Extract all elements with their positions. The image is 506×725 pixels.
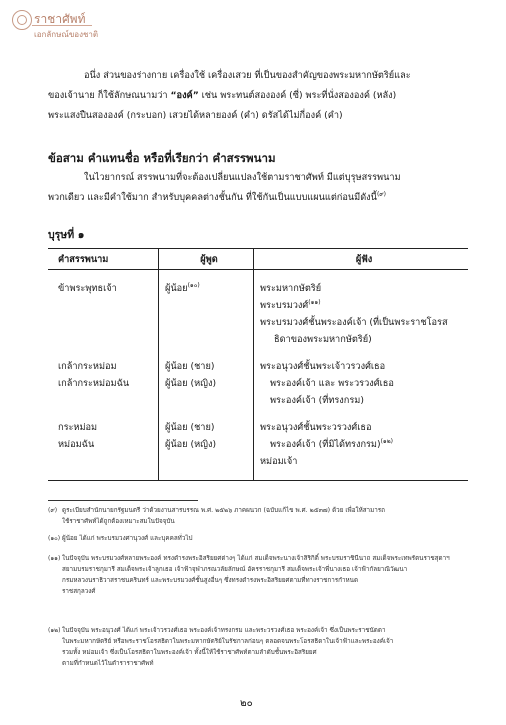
footnote-mark: (๙) (48, 507, 58, 514)
footnote-line: ในปัจจุบัน พระอนุวงศ์ ได้แก่ พระเจ้าวรวงศ์เธอ พระองค์เจ้าทรงกรม และพระวรวงศ์เธอ พระองค์เจ้า ซึ่งเป็นพระราชนัดดา (62, 627, 386, 634)
footnote-line: ในปัจจุบัน พระบรมวงศ์หลายพระองค์ ทรงดำรงพระอิสริยยศต่างๆ ได้แก่ สมเด็จพระนางเจ้าสิริกิติ์ พระบรมราชินีนาถ สมเด็จพระเทพรัตนราชสุดาฯ (62, 555, 450, 562)
speaker-label: ผู้น้อย (165, 283, 188, 294)
listener-text: พระมหากษัตริย์ (260, 283, 322, 294)
speaker-text: ผู้น้อย (หญิง) (165, 378, 217, 389)
footnote-line: ผู้น้อย ได้แก่ พระบรมวงศานุวงศ์ และบุคคลทั่วไป (62, 535, 193, 542)
pronoun-table (48, 248, 468, 481)
section-body (48, 168, 468, 208)
listener-text: พระบรมวงศ์ชั้นพระองค์เจ้า (ที่เป็นพระราชโอรส (260, 317, 448, 328)
table-row (48, 358, 468, 409)
listener-label: พระบรมวงศ์ (260, 300, 309, 311)
listener-cell (254, 358, 469, 409)
intro-line-1: อนึ่ง ส่วนของร่างกาย เครื่องใช้ เครื่องเสวย ที่เป็นของสำคัญของพระมหากษัตริย์และ (84, 70, 411, 81)
intro-line-3: พระแสงปืนสององค์ (กระบอก) เสวยได้หลายองค์ (คำ) ดรัสได้ไม่กี่องค์ (คำ) (48, 110, 343, 121)
footnote-ref: (๑๑) (308, 298, 321, 306)
listener-text: พระอนุวงศ์ชั้นพระเจ้าวรวงศ์เธอ (260, 361, 386, 372)
emblem-icon (12, 10, 32, 30)
footnote-line: ตามที่กำหนดไว้ในตำราราชาศัพท์ (62, 660, 154, 667)
footnote-line: ในพระมหากษัตริย์ หรือพระราชโอรสธิดาในพระมหากษัตริย์ในรัชกาลก่อนๆ ตลอดจนพระโอรสธิดาในเจ้าฟ้าและพระองค์เจ้า (62, 638, 394, 645)
table-row (48, 419, 468, 470)
listener-text: ธิดาของพระมหากษัตริย์) (274, 334, 372, 345)
section-body-line-2 (48, 188, 468, 208)
listener-label: พระองค์เจ้า (ที่มิได้ทรงกรม) (270, 439, 381, 450)
listener-text: พระอนุวงศ์ชั้นพระวรวงศ์เธอ (260, 422, 372, 433)
footnote-line: ดูระเบียบสำนักนายกรัฐมนตรี ว่าด้วยงานสารบรรณ พ.ศ. ๒๕๒๖ ภาคผนวก (ฉบับแก้ไข พ.ศ. ๒๕๓๗) ด้วย เพื่อให้สามารถ (62, 507, 385, 514)
footnote-line: รวมทั้ง หม่อมเจ้า ซึ่งเป็นโอรสธิดาในพระองค์เจ้า ทั้งนี้ให้ใช้ราชาศัพท์ตามลำดับชั้นพระอิสริยยศ (62, 649, 317, 656)
pronoun-cell (48, 419, 159, 470)
section-body-line-2-text: พวกเดียว และมีคำใช้มาก สำหรับบุคคลต่างชั้นกัน ที่ใช้กันเป็นแบบแผนแต่ก่อนมีดังนี้ (48, 192, 377, 203)
speaker-cell (159, 280, 254, 348)
listener-text (260, 436, 468, 453)
column-header-pronoun: คำสรรพนาม (48, 249, 159, 270)
footnote (48, 553, 468, 597)
intro-line-2-text: ของเจ้านาย ก็ใช้ลักษณนามว่า (48, 90, 171, 101)
person-heading: บุรุษที่ ๑ (48, 229, 85, 241)
speaker-text: ผู้น้อย (ชาย) (165, 422, 215, 433)
footnote (48, 505, 468, 527)
footnote-ref: (๑๒) (380, 437, 394, 445)
listener-cell (254, 280, 469, 348)
listener-text: หม่อมเจ้า (260, 456, 298, 467)
footnote-divider (48, 500, 198, 501)
intro-paragraph (48, 66, 468, 126)
footnote-line: กรมหลวงนราธิวาสราชนครินทร์ และพระบรมวงศ์ชั้นสูงอื่นๆ ซึ่งทรงดำรงพระอิสริยยศตามที่ทางราชการกำหนด (62, 577, 359, 584)
listener-cell (254, 419, 469, 470)
pronoun-text: กระหม่อม (58, 422, 98, 433)
listener-text (260, 297, 468, 314)
footnote-ref: (๙) (376, 190, 387, 198)
speaker-text: ผู้น้อย (ชาย) (165, 361, 215, 372)
intro-line-2 (48, 86, 468, 106)
pronoun-text: เกล้ากระหม่อม (58, 361, 117, 372)
speaker-cell (159, 419, 254, 470)
footnote-line: สยามบรมราชกุมารี สมเด็จพระเจ้าลูกเธอ เจ้าฟ้าจุฬาภรณวลัยลักษณ์ อัครราชกุมารี สมเด็จพระเจ้าพี่นางเธอ เจ้าฟ้ากัลยาณิวัฒนา (62, 566, 408, 573)
pronoun-text: ข้าพระพุทธเจ้า (58, 283, 117, 294)
speaker-text (165, 280, 253, 297)
header-title: ราชาศัพท์ (34, 12, 86, 26)
footnote (48, 625, 468, 669)
intro-emphasis: “องค์” (170, 90, 199, 101)
listener-text: พระองค์เจ้า (ที่ทรงกรม) (270, 395, 364, 406)
speaker-text: ผู้น้อย (หญิง) (165, 439, 217, 450)
listener-text: พระองค์เจ้า และ พระวรวงศ์เธอ (270, 378, 394, 389)
pronoun-cell (48, 358, 159, 409)
speaker-cell (159, 358, 254, 409)
pronoun-cell (48, 280, 159, 348)
header-subtitle: เอกลักษณ์ของชาติ (34, 30, 99, 39)
pronoun-text: เกล้ากระหม่อมฉัน (58, 378, 130, 389)
page-number: ๒๐ (240, 698, 253, 709)
footnote (48, 533, 468, 544)
pronoun-text: หม่อมฉัน (58, 439, 95, 450)
table-row (48, 280, 468, 348)
footnote-mark: (๑๒) (48, 627, 61, 634)
column-header-listener: ผู้ฟัง (254, 249, 469, 270)
footnote-line: ใช้ราชาศัพท์ได้ถูกต้องเหมาะสมในปัจจุบัน (62, 518, 175, 525)
section-title: ข้อสาม คำแทนชื่อ หรือที่เรียกว่า คำสรรพนาม (48, 151, 276, 165)
column-header-speaker: ผู้พูด (159, 249, 254, 270)
header-divider (32, 25, 92, 26)
footnote-mark: (๑๐) (48, 535, 61, 542)
table-header-row (48, 249, 468, 270)
section-body-line-1: ในไวยากรณ์ สรรพนามที่จะต้องเปลี่ยนแปลงใช้ตามราชาศัพท์ มีแต่บุรุษสรรพนาม (84, 172, 401, 183)
footnote-ref: (๑๐) (187, 281, 200, 289)
footnote-line: ราชสกุลวงศ์ (62, 588, 96, 595)
footnote-mark: (๑๑) (48, 555, 61, 562)
intro-line-2-rest: เช่น พระทนต์สององค์ (ซี่) พระที่นั่งสององค์ (หลัง) (198, 90, 397, 101)
